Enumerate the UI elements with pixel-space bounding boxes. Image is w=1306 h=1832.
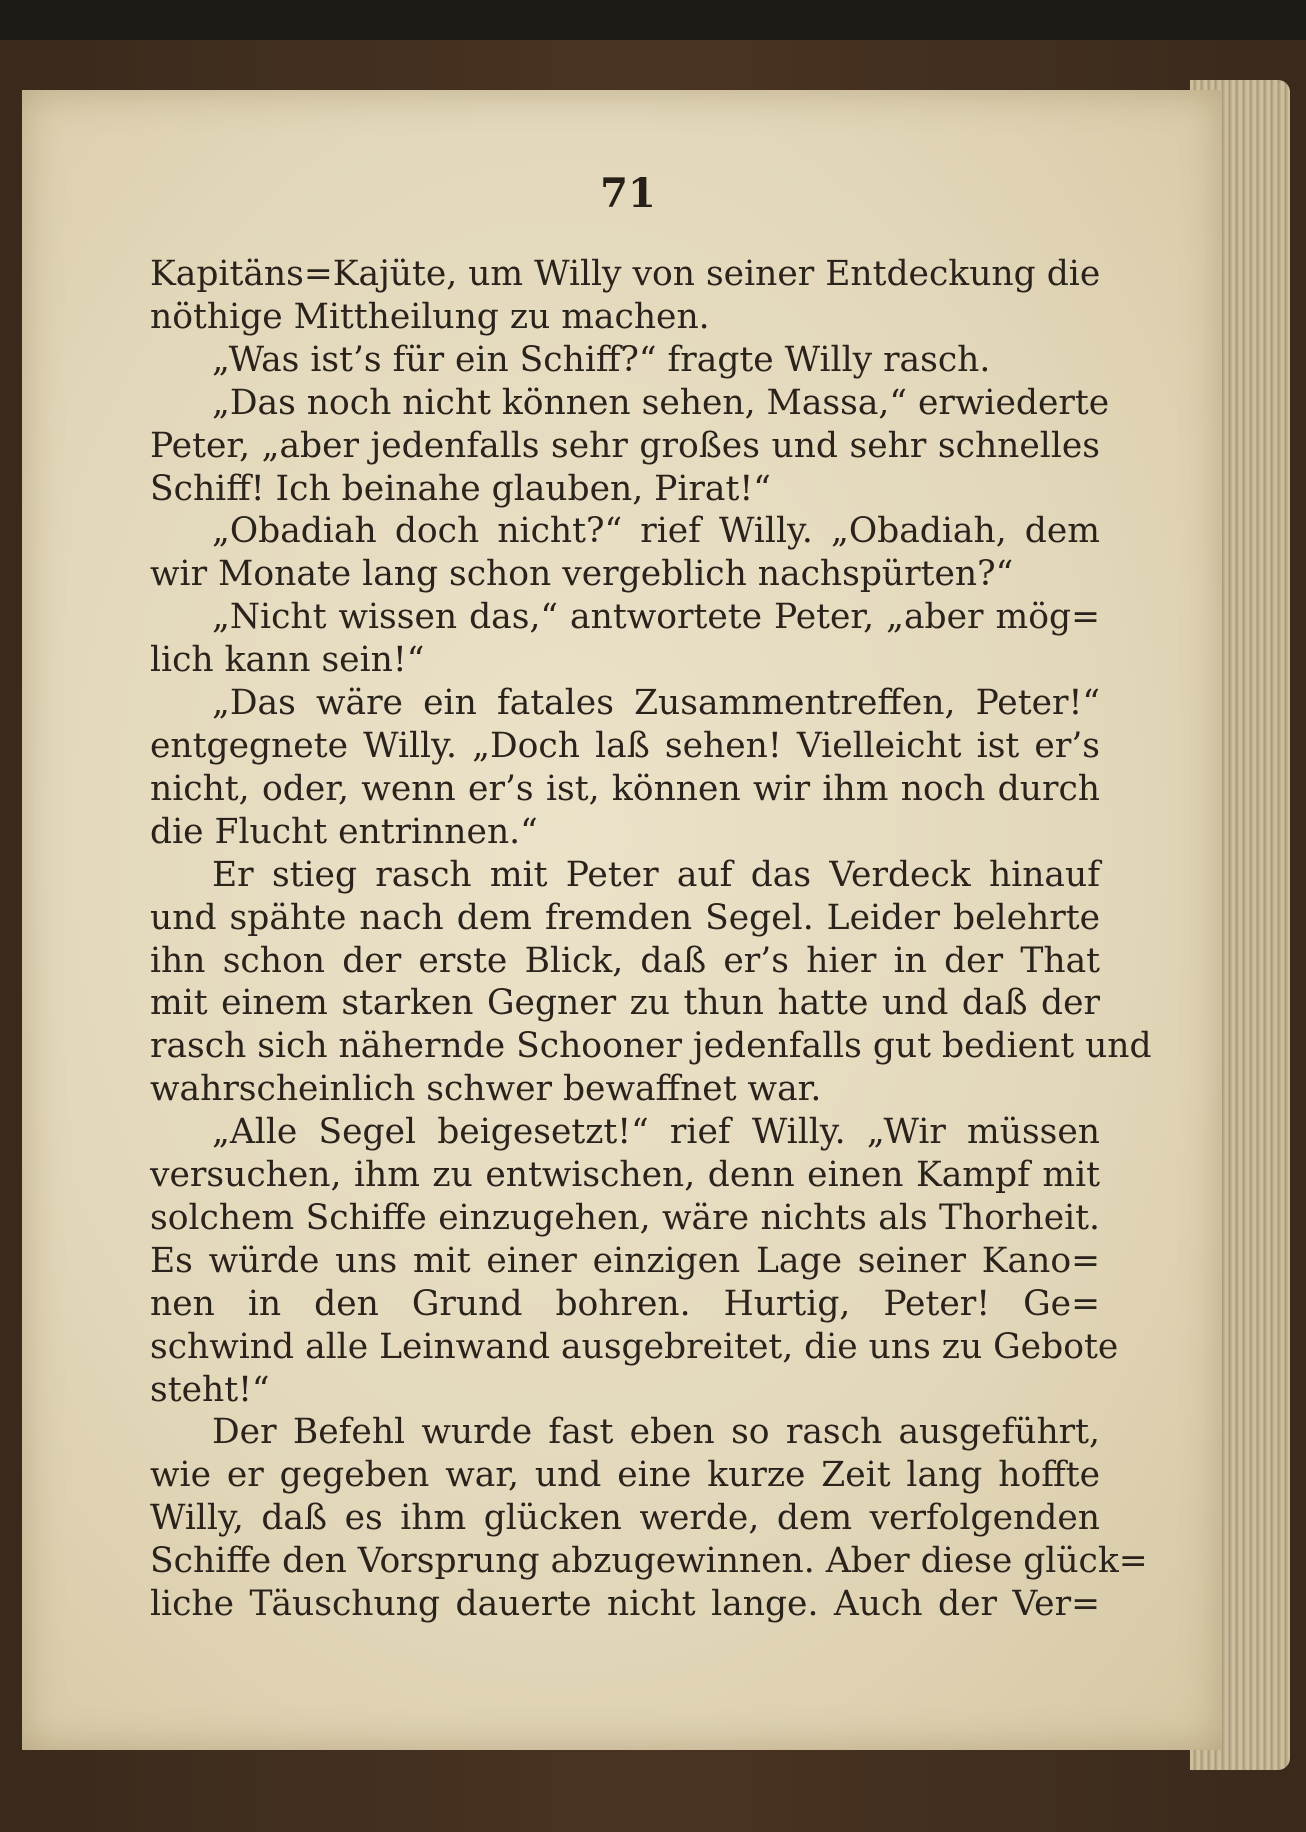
text-line: nen in den Grund bohren. Hurtig, Peter! Ge= bbox=[150, 1283, 1100, 1324]
page-text bbox=[150, 253, 1152, 1626]
text-line: wie er gegeben war, und eine kurze Zeit lang hoffte bbox=[150, 1455, 1100, 1496]
text-line: wir Monate lang schon vergeblich nachspürten?“ bbox=[150, 554, 1014, 595]
text-line: mit einem starken Gegner zu thun hatte und daß der bbox=[150, 983, 1100, 1024]
text-line: versuchen, ihm zu entwischen, denn einen Kampf mit bbox=[150, 1155, 1100, 1196]
text-line: nöthige Mittheilung zu machen. bbox=[150, 296, 710, 337]
text-line: „Was ist’s für ein Schiff?“ fragte Willy rasch. bbox=[212, 339, 991, 380]
text-line: „Das wäre ein fatales Zusammentreffen, Peter!“ bbox=[212, 683, 1100, 724]
text-line: Der Befehl wurde fast eben so rasch ausgeführt, bbox=[212, 1412, 1100, 1453]
text-line: ihn schon der erste Blick, daß er’s hier in der That bbox=[150, 940, 1100, 981]
text-line: wahrscheinlich schwer bewaffnet war. bbox=[150, 1069, 822, 1110]
text-line: „Obadiah doch nicht?“ rief Willy. „Obadiah, dem bbox=[212, 511, 1100, 552]
text-line: Es würde uns mit einer einzigen Lage seiner Kano= bbox=[150, 1240, 1100, 1281]
text-line: Willy, daß es ihm glücken werde, dem verfolgenden bbox=[150, 1498, 1100, 1539]
page-number: 71 bbox=[600, 170, 656, 217]
text-line: Peter, „aber jedenfalls sehr großes und sehr schnelles bbox=[150, 425, 1100, 466]
text-line: rasch sich nähernde Schooner jedenfalls gut bedient und bbox=[150, 1026, 1152, 1067]
text-line: Schiffe den Vorsprung abzugewinnen. Aber diese glück= bbox=[150, 1541, 1148, 1582]
text-line: Schiff! Ich beinahe glauben, Pirat!“ bbox=[150, 468, 771, 509]
text-line: Er stieg rasch mit Peter auf das Verdeck hinauf bbox=[212, 854, 1100, 895]
text-line: die Flucht entrinnen.“ bbox=[150, 811, 538, 852]
text-line: liche Täuschung dauerte nicht lange. Auch der Ver= bbox=[150, 1584, 1100, 1625]
text-line: schwind alle Leinwand ausgebreitet, die uns zu Gebote bbox=[150, 1326, 1119, 1367]
text-line: entgegnete Willy. „Doch laß sehen! Vielleicht ist er’s bbox=[150, 725, 1100, 766]
text-line: lich kann sein!“ bbox=[150, 640, 425, 681]
text-line: und spähte nach dem fremden Segel. Leider belehrte bbox=[150, 897, 1100, 938]
text-line: „Alle Segel beigesetzt!“ rief Willy. „Wir müssen bbox=[212, 1112, 1100, 1153]
text-line: „Nicht wissen das,“ antwortete Peter, „aber mög= bbox=[212, 597, 1100, 638]
text-line: nicht, oder, wenn er’s ist, können wir ihm noch durch bbox=[150, 768, 1100, 809]
text-line: steht!“ bbox=[150, 1369, 270, 1410]
text-line: Kapitäns=Kajüte, um Willy von seiner Entdeckung die bbox=[150, 254, 1101, 294]
text-line: solchem Schiffe einzugehen, wäre nichts als Thorheit. bbox=[150, 1197, 1100, 1238]
text-line: „Das noch nicht können sehen, Massa,“ erwiederte bbox=[212, 382, 1110, 423]
